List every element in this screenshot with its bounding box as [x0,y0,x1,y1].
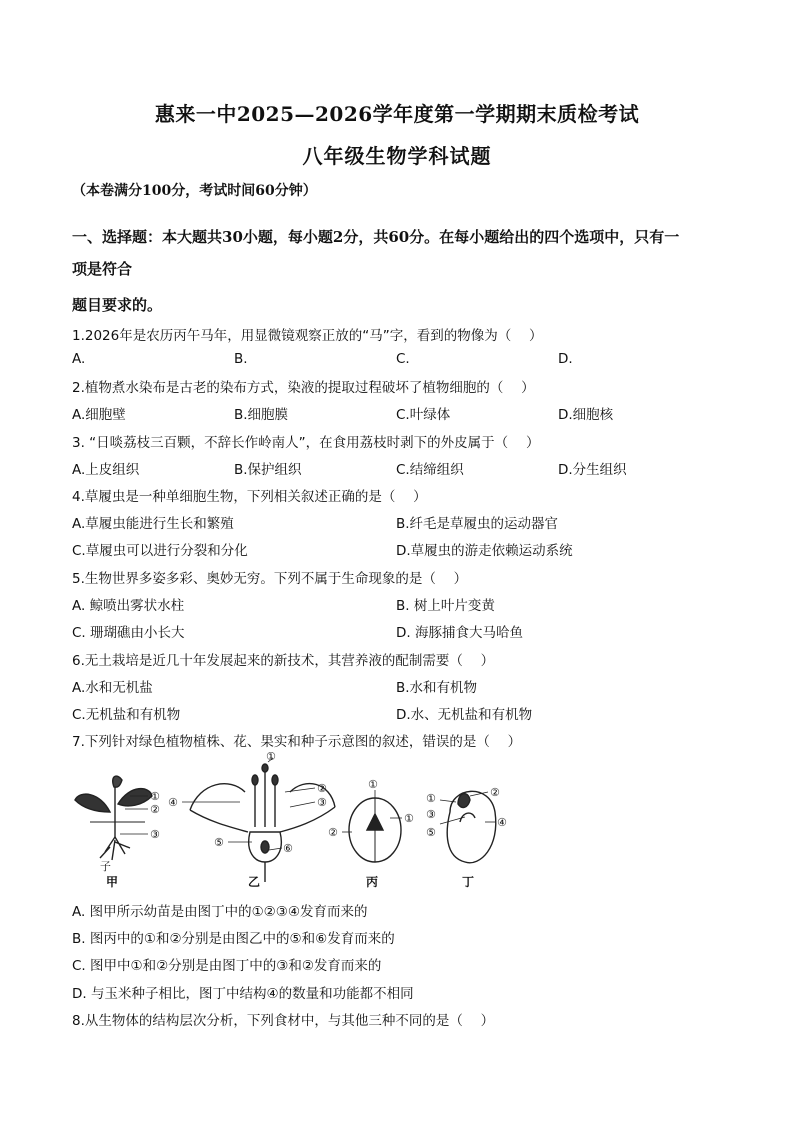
q2-option-b: B.细胞膜 [234,407,289,423]
q3-option-a: A.上皮组织 [72,462,140,478]
fruit-marker-1b: ① [404,812,414,825]
q7-option-a: A. 图甲所示幼苗是由图丁中的①②③④发育而来的 [72,904,368,920]
question-3: 3. “日啖荔枝三百颗，不辞长作岭南人”，在食用荔枝时剥下的外皮属于（ ） [72,435,540,451]
q4-option-d: D.草履虫的游走依赖运动系统 [396,543,573,559]
seedling-marker-1: ① [150,790,160,803]
seedling-diagram [75,776,152,860]
exam-subtitle: 八年级生物学科试题 [302,144,492,168]
q6-option-d: D.水、无机盐和有机物 [396,707,533,723]
q5-option-d: D. 海豚捕食大马哈鱼 [396,625,523,641]
figure-label-bing: 丙 [366,875,379,889]
seed-marker-4: ④ [497,816,507,829]
flower-diagram [182,758,335,882]
q6-option-a: A.水和无机盐 [72,680,153,696]
q7-option-b: B. 图丙中的①和②分别是由图乙中的⑤和⑥发育而来的 [72,931,395,947]
seedling-sub-mark: 子 [100,860,111,873]
q1-option-c: C. [396,351,410,367]
flower-marker-5: ⑤ [214,836,224,849]
q2-option-a: A.细胞壁 [72,407,126,423]
flower-marker-1: ① [266,752,276,763]
exam-note: （本卷满分100分，考试时间60分钟） [72,183,317,199]
q5-option-a: A. 鲸喷出雾状水柱 [72,598,185,614]
q6-option-b: B.水和有机物 [396,680,478,696]
figure-label-jia: 甲 [106,875,119,889]
q7-option-c: C. 图甲中①和②分别是由图丁中的③和②发育而来的 [72,958,382,974]
flower-marker-2: ② [317,782,327,795]
figure-label-yi: 乙 [248,875,261,889]
q5-option-c: C. 珊瑚礁由小长大 [72,625,185,641]
q4-option-b: B.纤毛是草履虫的运动器官 [396,516,559,532]
q7-option-d: D. 与玉米种子相比，图丁中结构④的数量和功能都不相同 [72,986,414,1002]
q3-option-b: B.保护组织 [234,462,302,478]
flower-marker-4: ④ [168,796,178,809]
q1-option-d: D. [558,351,573,367]
exam-title: 惠来一中2025—2026学年度第一学期期末质检考试 [154,102,640,126]
question-4: 4.草履虫是一种单细胞生物，下列相关叙述正确的是（ ） [72,489,427,505]
q5-option-b: B. 树上叶片变黄 [396,598,495,614]
flower-marker-3: ③ [317,796,327,809]
seed-marker-1: ① [426,792,436,805]
question-1: 1.2026年是农历丙午马年，用显微镜观察正放的“马”字，看到的物像为（ ） [72,328,543,344]
q2-option-c: C.叶绿体 [396,407,451,423]
fruit-diagram [342,790,402,862]
flower-marker-6: ⑥ [283,842,293,855]
q1-option-a: A. [72,351,86,367]
section-heading-line2: 项是符合 [72,260,133,278]
question-2: 2.植物煮水染布是古老的染布方式，染液的提取过程破坏了植物细胞的（ ） [72,380,535,396]
section-heading-line3: 题目要求的。 [72,296,163,314]
seed-marker-3: ③ [426,808,436,821]
seed-marker-2: ② [490,786,500,799]
seed-diagram [440,791,496,862]
seedling-marker-3: ③ [150,828,160,841]
question-7: 7.下列针对绿色植物植株、花、果实和种子示意图的叙述，错误的是（ ） [72,734,522,750]
seedling-marker-2: ② [150,803,160,816]
q3-option-d: D.分生组织 [558,462,627,478]
fruit-marker-2: ② [328,826,338,839]
q4-option-c: C.草履虫可以进行分裂和分化 [72,543,248,559]
q2-option-d: D.细胞核 [558,407,614,423]
question-5: 5.生物世界多姿多彩、奥妙无穷。下列不属于生命现象的是（ ） [72,571,468,587]
q3-option-c: C.结缔组织 [396,462,464,478]
q1-option-b: B. [234,351,248,367]
plant-diagram-figure [70,752,530,892]
seed-marker-5: ⑤ [426,826,436,839]
section-heading-line1: 一、选择题：本大题共30小题，每小题2分，共60分。在每小题给出的四个选项中，只有一 [72,228,680,246]
figure-label-ding: 丁 [462,875,475,889]
q4-option-a: A.草履虫能进行生长和繁殖 [72,516,234,532]
fruit-marker-1a: ① [368,778,378,791]
question-6: 6.无土栽培是近几十年发展起来的新技术，其营养液的配制需要（ ） [72,653,495,669]
q6-option-c: C.无机盐和有机物 [72,707,181,723]
question-8: 8.从生物体的结构层次分析，下列食材中，与其他三种不同的是（ ） [72,1013,495,1029]
